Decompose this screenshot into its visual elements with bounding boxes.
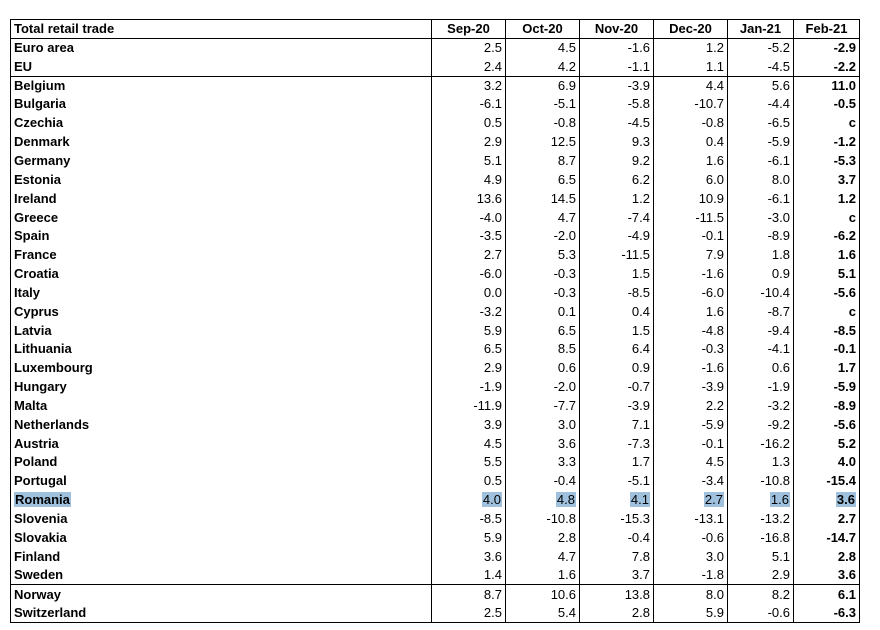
table-row [11,359,860,378]
value-cell: 1.5 [580,321,654,340]
value-cell: -11.5 [654,208,728,227]
value-cell: -2.2 [794,57,860,76]
table-row [11,434,860,453]
country-cell: Croatia [11,265,432,284]
value-cell: 3.0 [506,415,580,434]
value-cell: 6.2 [580,170,654,189]
value-cell: 6.5 [506,170,580,189]
value-cell: 2.9 [728,566,794,585]
value-cell: 6.4 [580,340,654,359]
value-cell: 1.4 [432,566,506,585]
value-cell: 3.6 [794,566,860,585]
country-cell: Poland [11,453,432,472]
table-row [11,491,860,510]
table-row [11,227,860,246]
country-cell: Malta [11,397,432,416]
value-cell [654,491,728,510]
value-cell: 5.2 [794,434,860,453]
value-cell: -8.5 [794,321,860,340]
value-cell: 4.7 [506,208,580,227]
value-cell: -0.8 [654,114,728,133]
value-cell: -6.1 [728,152,794,171]
table-row [11,547,860,566]
value-cell: 0.6 [728,359,794,378]
value-cell: -0.1 [794,340,860,359]
value-cell: 8.7 [506,152,580,171]
value-cell: 2.9 [432,359,506,378]
value-cell: -16.8 [728,528,794,547]
value-cell [728,491,794,510]
value-cell: -6.3 [794,604,860,623]
value-cell: 0.9 [580,359,654,378]
country-cell: Portugal [11,472,432,491]
country-cell: Denmark [11,133,432,152]
value-cell: -0.1 [654,227,728,246]
table-row [11,528,860,547]
value-cell: 2.7 [432,246,506,265]
value-cell: -0.4 [580,528,654,547]
value-cell: 2.8 [794,547,860,566]
value-cell: -8.9 [794,397,860,416]
highlighted-text: 4.8 [556,492,575,508]
value-cell: -6.0 [654,283,728,302]
highlighted-text: 1.6 [770,492,789,508]
value-cell: -3.9 [654,378,728,397]
table-row [11,604,860,623]
country-cell: Belgium [11,76,432,95]
value-cell: -6.2 [794,227,860,246]
value-cell: 1.6 [654,152,728,171]
value-cell: 2.8 [580,604,654,623]
value-cell: 12.5 [506,133,580,152]
value-cell: c [794,208,860,227]
value-cell: 0.1 [506,302,580,321]
highlighted-text: 2.7 [704,492,723,508]
column-header: Sep-20 [432,20,506,39]
value-cell: -4.4 [728,95,794,114]
value-cell: 0.9 [728,265,794,284]
value-cell: -13.1 [654,510,728,529]
value-cell: 1.6 [794,246,860,265]
table-row [11,39,860,58]
value-cell: 2.8 [506,528,580,547]
value-cell: 0.6 [506,359,580,378]
table-row [11,114,860,133]
value-cell: -1.6 [654,359,728,378]
value-cell: -6.0 [432,265,506,284]
value-cell: 4.5 [654,453,728,472]
value-cell: 9.3 [580,133,654,152]
value-cell: -4.1 [728,340,794,359]
country-cell: Cyprus [11,302,432,321]
country-cell: Ireland [11,189,432,208]
country-cell: Lithuania [11,340,432,359]
table-row [11,415,860,434]
value-cell: -0.3 [506,265,580,284]
value-cell: 8.0 [728,170,794,189]
value-cell: 6.5 [432,340,506,359]
value-cell: -5.1 [506,95,580,114]
value-cell: -2.0 [506,378,580,397]
value-cell: -11.9 [432,397,506,416]
country-cell: Sweden [11,566,432,585]
value-cell: -0.6 [728,604,794,623]
value-cell: -0.1 [654,434,728,453]
value-cell: 5.1 [794,265,860,284]
value-cell: -1.6 [654,265,728,284]
country-cell: Estonia [11,170,432,189]
value-cell: 4.0 [794,453,860,472]
value-cell: -3.2 [432,302,506,321]
value-cell: 2.5 [432,604,506,623]
value-cell: 4.5 [432,434,506,453]
table-row [11,208,860,227]
value-cell [432,491,506,510]
value-cell: -4.0 [432,208,506,227]
value-cell: -8.5 [580,283,654,302]
value-cell: 5.4 [506,604,580,623]
value-cell: -0.8 [506,114,580,133]
value-cell: -10.8 [728,472,794,491]
table-body [11,39,860,623]
table-row [11,378,860,397]
value-cell: -6.1 [432,95,506,114]
value-cell: 1.7 [794,359,860,378]
table-row [11,76,860,95]
value-cell: -0.7 [580,378,654,397]
country-cell: Italy [11,283,432,302]
highlighted-text: Romania [15,492,70,508]
value-cell: -7.7 [506,397,580,416]
value-cell: 11.0 [794,76,860,95]
value-cell: -3.5 [432,227,506,246]
value-cell: 4.5 [506,39,580,58]
column-header: Jan-21 [728,20,794,39]
value-cell: 1.8 [728,246,794,265]
value-cell: -1.6 [580,39,654,58]
table-row [11,566,860,585]
value-cell: -2.9 [794,39,860,58]
value-cell: 6.1 [794,585,860,604]
country-cell: Euro area [11,39,432,58]
country-cell: Switzerland [11,604,432,623]
value-cell: -0.3 [506,283,580,302]
value-cell: -1.9 [432,378,506,397]
value-cell: 7.1 [580,415,654,434]
value-cell: -1.1 [580,57,654,76]
value-cell: -1.9 [728,378,794,397]
country-cell: Netherlands [11,415,432,434]
value-cell: 2.9 [432,133,506,152]
value-cell: -5.8 [580,95,654,114]
table-row [11,472,860,491]
header-row [11,20,860,39]
value-cell: 1.3 [728,453,794,472]
country-cell: Slovakia [11,528,432,547]
value-cell: -8.5 [432,510,506,529]
value-cell: -8.7 [728,302,794,321]
country-cell: Slovenia [11,510,432,529]
value-cell: 2.2 [654,397,728,416]
value-cell: 4.4 [654,76,728,95]
value-cell: 3.7 [794,170,860,189]
country-cell: Norway [11,585,432,604]
value-cell: -16.2 [728,434,794,453]
value-cell: -14.7 [794,528,860,547]
value-cell: 3.3 [506,453,580,472]
table-row [11,510,860,529]
value-cell: -1.8 [654,566,728,585]
value-cell: -10.7 [654,95,728,114]
value-cell: -5.2 [728,39,794,58]
value-cell: 2.5 [432,39,506,58]
value-cell: -0.4 [506,472,580,491]
value-cell [580,491,654,510]
value-cell: 7.9 [654,246,728,265]
highlighted-text: 4.1 [630,492,649,508]
value-cell: 5.6 [728,76,794,95]
column-header: Oct-20 [506,20,580,39]
value-cell: 7.8 [580,547,654,566]
value-cell: -10.4 [728,283,794,302]
table-row [11,340,860,359]
value-cell: 5.3 [506,246,580,265]
table-row [11,246,860,265]
value-cell: 0.5 [432,472,506,491]
country-cell: France [11,246,432,265]
table-row [11,321,860,340]
value-cell: -9.4 [728,321,794,340]
value-cell: 2.7 [794,510,860,529]
value-cell [794,491,860,510]
value-cell: 5.9 [432,528,506,547]
value-cell: -5.9 [654,415,728,434]
country-cell: Austria [11,434,432,453]
value-cell: -9.2 [728,415,794,434]
table-row [11,453,860,472]
value-cell: 3.2 [432,76,506,95]
value-cell: 3.6 [432,547,506,566]
retail-trade-table [10,19,860,623]
value-cell: 4.2 [506,57,580,76]
value-cell: 0.0 [432,283,506,302]
country-cell: Latvia [11,321,432,340]
value-cell: c [794,302,860,321]
value-cell: 1.2 [794,189,860,208]
value-cell: 1.7 [580,453,654,472]
column-header: Feb-21 [794,20,860,39]
value-cell: -5.9 [794,378,860,397]
value-cell: -0.5 [794,95,860,114]
value-cell: 1.6 [654,302,728,321]
value-cell: 0.5 [432,114,506,133]
value-cell: -15.4 [794,472,860,491]
value-cell: 14.5 [506,189,580,208]
value-cell: -11.5 [580,246,654,265]
table-row [11,152,860,171]
table-row [11,397,860,416]
table-row [11,57,860,76]
value-cell: 2.4 [432,57,506,76]
value-cell: 3.7 [580,566,654,585]
value-cell: 3.0 [654,547,728,566]
value-cell: -7.4 [580,208,654,227]
country-cell: Hungary [11,378,432,397]
table-row [11,133,860,152]
table-row [11,189,860,208]
table-row [11,265,860,284]
value-cell: 4.7 [506,547,580,566]
value-cell: 10.9 [654,189,728,208]
value-cell: -3.4 [654,472,728,491]
value-cell: -4.9 [580,227,654,246]
value-cell: c [794,114,860,133]
value-cell: 13.6 [432,189,506,208]
value-cell: 5.1 [728,547,794,566]
value-cell: -4.5 [728,57,794,76]
value-cell: 5.9 [654,604,728,623]
value-cell: 9.2 [580,152,654,171]
value-cell: -4.8 [654,321,728,340]
value-cell: -0.3 [654,340,728,359]
value-cell: -15.3 [580,510,654,529]
value-cell: 6.5 [506,321,580,340]
value-cell: -5.1 [580,472,654,491]
value-cell: -7.3 [580,434,654,453]
country-cell: Bulgaria [11,95,432,114]
value-cell: 5.9 [432,321,506,340]
table-row [11,585,860,604]
value-cell: 4.9 [432,170,506,189]
value-cell: -5.9 [728,133,794,152]
value-cell: -0.6 [654,528,728,547]
column-header: Dec-20 [654,20,728,39]
table-row [11,283,860,302]
highlighted-text: 4.0 [482,492,501,508]
value-cell: 8.5 [506,340,580,359]
highlighted-text: 3.6 [836,492,855,508]
table-row [11,302,860,321]
value-cell: 3.9 [432,415,506,434]
value-cell: -6.5 [728,114,794,133]
value-cell: 6.0 [654,170,728,189]
value-cell: 1.6 [506,566,580,585]
country-cell: Finland [11,547,432,566]
value-cell: 5.5 [432,453,506,472]
country-cell: EU [11,57,432,76]
value-cell: 8.7 [432,585,506,604]
country-cell: Germany [11,152,432,171]
value-cell: -10.8 [506,510,580,529]
value-cell: 1.5 [580,265,654,284]
table-title: Total retail trade [11,20,432,39]
value-cell: -3.9 [580,76,654,95]
value-cell: -6.1 [728,189,794,208]
country-cell: Greece [11,208,432,227]
column-header: Nov-20 [580,20,654,39]
value-cell [506,491,580,510]
country-cell [11,491,432,510]
value-cell: 0.4 [654,133,728,152]
value-cell: 8.0 [654,585,728,604]
value-cell: -8.9 [728,227,794,246]
value-cell: -3.0 [728,208,794,227]
value-cell: -4.5 [580,114,654,133]
value-cell: 0.4 [580,302,654,321]
value-cell: 5.1 [432,152,506,171]
value-cell: 10.6 [506,585,580,604]
value-cell: -5.3 [794,152,860,171]
country-cell: Czechia [11,114,432,133]
value-cell: -2.0 [506,227,580,246]
table-row [11,170,860,189]
value-cell: -3.2 [728,397,794,416]
value-cell: 8.2 [728,585,794,604]
value-cell: -5.6 [794,283,860,302]
country-cell: Luxembourg [11,359,432,378]
value-cell: 1.2 [654,39,728,58]
value-cell: 3.6 [506,434,580,453]
table-row [11,95,860,114]
value-cell: 6.9 [506,76,580,95]
value-cell: 1.2 [580,189,654,208]
value-cell: -13.2 [728,510,794,529]
value-cell: -3.9 [580,397,654,416]
country-cell: Spain [11,227,432,246]
value-cell: -1.2 [794,133,860,152]
value-cell: 13.8 [580,585,654,604]
value-cell: 1.1 [654,57,728,76]
value-cell: -5.6 [794,415,860,434]
